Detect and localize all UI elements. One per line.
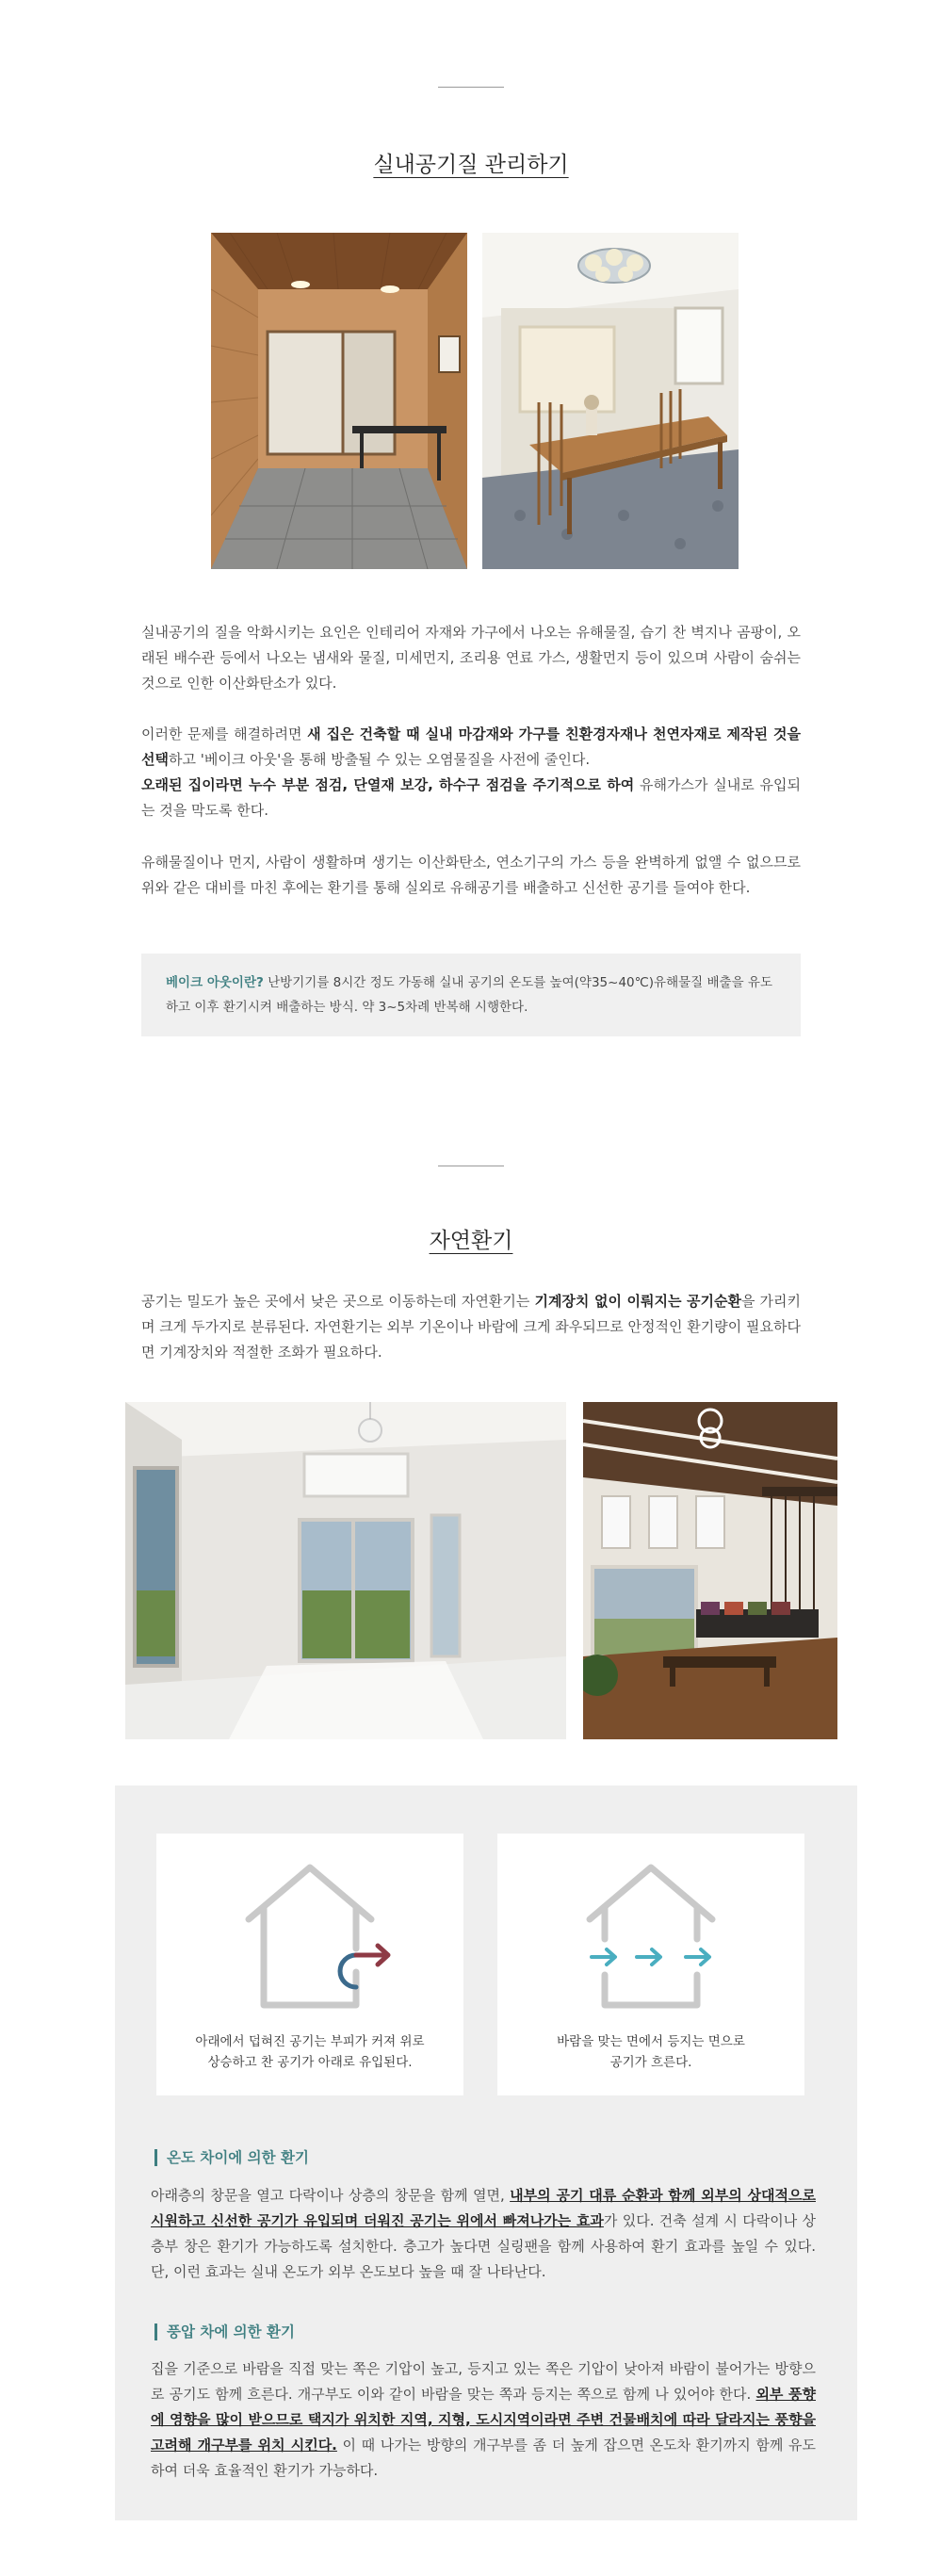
text-temp-1: 아래층의 창문을 열고 다락이나 상층의 창문을 함께 열면, [151,2187,511,2204]
text-wind-underline: 외부 풍향에 영향을 많이 받으므로 택지가 위치한 지역, 지형, 도시지역이라면 주변 건물배치에 따라 달라지는 풍향을 고려해 개구부를 위치 시킨다. [151,2386,816,2454]
paragraph-solutions [141,722,801,823]
card-wind-caption: 바람을 맞는 면에서 등지는 면으로 공기가 흐른다. [557,2034,745,2070]
card-stack-caption: 아래에서 덥혀진 공기는 부피가 커져 위로 상승하고 찬 공기가 아래로 유입된다. [195,2034,425,2070]
text-intro-bold: 기계장치 없이 이뤄지는 공기순환 [534,1293,741,1310]
paragraph-wind-pressure-ventilation [151,2356,816,2484]
paragraph-ventilation-need: 유해물질이나 먼지, 사람이 생활하며 생기는 이산화탄소, 연소기구의 가스 등을 완벽하게 없앨 수 없으므로 위와 같은 대비를 마친 후에는 환기를 통해 실외로 유해공기를 배출하고 신선한 공기를 들여야 한다. [141,854,801,896]
text-solution-bold-1: 새 집은 건축할 때 실내 마감재와 가구를 친환경자재나 천연자재로 제작된 것을 선택 [141,726,801,768]
text-intro-2: 을 가리키며 크게 두가지로 분류된다. 자연환기는 외부 기온이나 바람에 크게 좌우되므로 안정적인 환기량이 필요하다면 기계장치와 적절한 조화가 필요하다. [141,1293,802,1361]
photo-dining-room [482,233,739,569]
note-bake-out-text: 난방기기를 8시간 정도 가동해 실내 공기의 온도를 높여(약35~40℃)유해물질 배출을 유도하고 이후 환기시켜 배출하는 방식. 약 3~5차례 반복해 시행한다. [166,975,773,1015]
house-warm-air-icon [156,1834,463,2022]
note-bake-out [141,954,801,1036]
paragraph-natural-ventilation-intro [141,1289,801,1365]
subtitle-wind-pressure-ventilation: 풍압 차에 의한 환기 [154,2323,295,2340]
text-wind-2: 이 때 나가는 방향의 개구부를 좀 더 높게 잡으면 온도차 환기까지 함께 유도하여 더욱 효율적인 환기가 가능하다. [151,2437,816,2479]
text-solution-3: 유해가스가 실내로 유입되는 것을 막도록 한다. [141,776,801,819]
divider-top [438,87,504,88]
paragraph-temperature-ventilation [151,2183,816,2285]
card-wind-ventilation [497,1834,804,2095]
card-stack-ventilation [156,1834,463,2095]
text-intro-1: 공기는 밀도가 높은 곳에서 낮은 곳으로 이동하는데 자연환기는 [141,1293,535,1310]
photo-bright-room [125,1402,566,1739]
note-bake-out-label: 베이크 아웃이란? [166,975,264,990]
photo-living-room [583,1402,837,1739]
text-solution-2: 하고 '베이크 아웃'을 통해 방출될 수 있는 오염물질을 사전에 줄인다. [168,751,591,768]
text-temp-2: 가 있다. 건축 설계 시 다락이나 상층부 창은 환기가 가능하도록 설치한다. 층고가 높다면 실링팬을 함께 사용하여 환기 효과를 높일 수 있다. 단, 이런 효과는 실내 온도가 외부 온도보다 높을 때 잘 나타난다. [151,2212,816,2280]
text-solution-1: 이러한 문제를 해결하려면 [141,726,308,742]
text-wind-1: 집을 기준으로 바람을 직접 맞는 쪽은 기압이 높고, 등지고 있는 쪽은 기압이 낮아져 바람이 불어가는 방향으로 공기도 함께 흐른다. 개구부도 이와 같이 바람을 맞는 쪽과 등지는 쪽으로 함께 나 있어야 한다. [151,2360,816,2403]
section-title-natural-ventilation: 자연환기 [429,1229,513,1253]
subtitle-temperature-ventilation: 온도 차이에 의한 환기 [154,2149,309,2166]
text-solution-bold-2: 오래된 집이라면 누수 부분 점검, 단열재 보강, 하수구 점검을 주기적으로 하여 [141,776,635,793]
photo-wood-room [211,233,467,569]
text-temp-underline: 내부의 공기 대류 순환과 함께 외부의 상대적으로 시원하고 신선한 공기가 유입되며 더워진 공기는 위에서 빠져나가는 효과 [151,2187,816,2229]
house-cross-wind-icon [497,1834,804,2022]
section-title-indoor-air: 실내공기질 관리하기 [373,153,569,177]
paragraph-indoor-air-factors: 실내공기의 질을 악화시키는 요인은 인테리어 자재와 가구에서 나오는 유해물질, 습기 찬 벽지나 곰팡이, 오래된 배수관 등에서 나오는 냄새와 물질, 미세먼지, 조리용 연료 가스, 생활먼지 등이 있으며 사람이 숨쉬는 것으로 인한 이산화탄소가 있다. [141,624,801,692]
